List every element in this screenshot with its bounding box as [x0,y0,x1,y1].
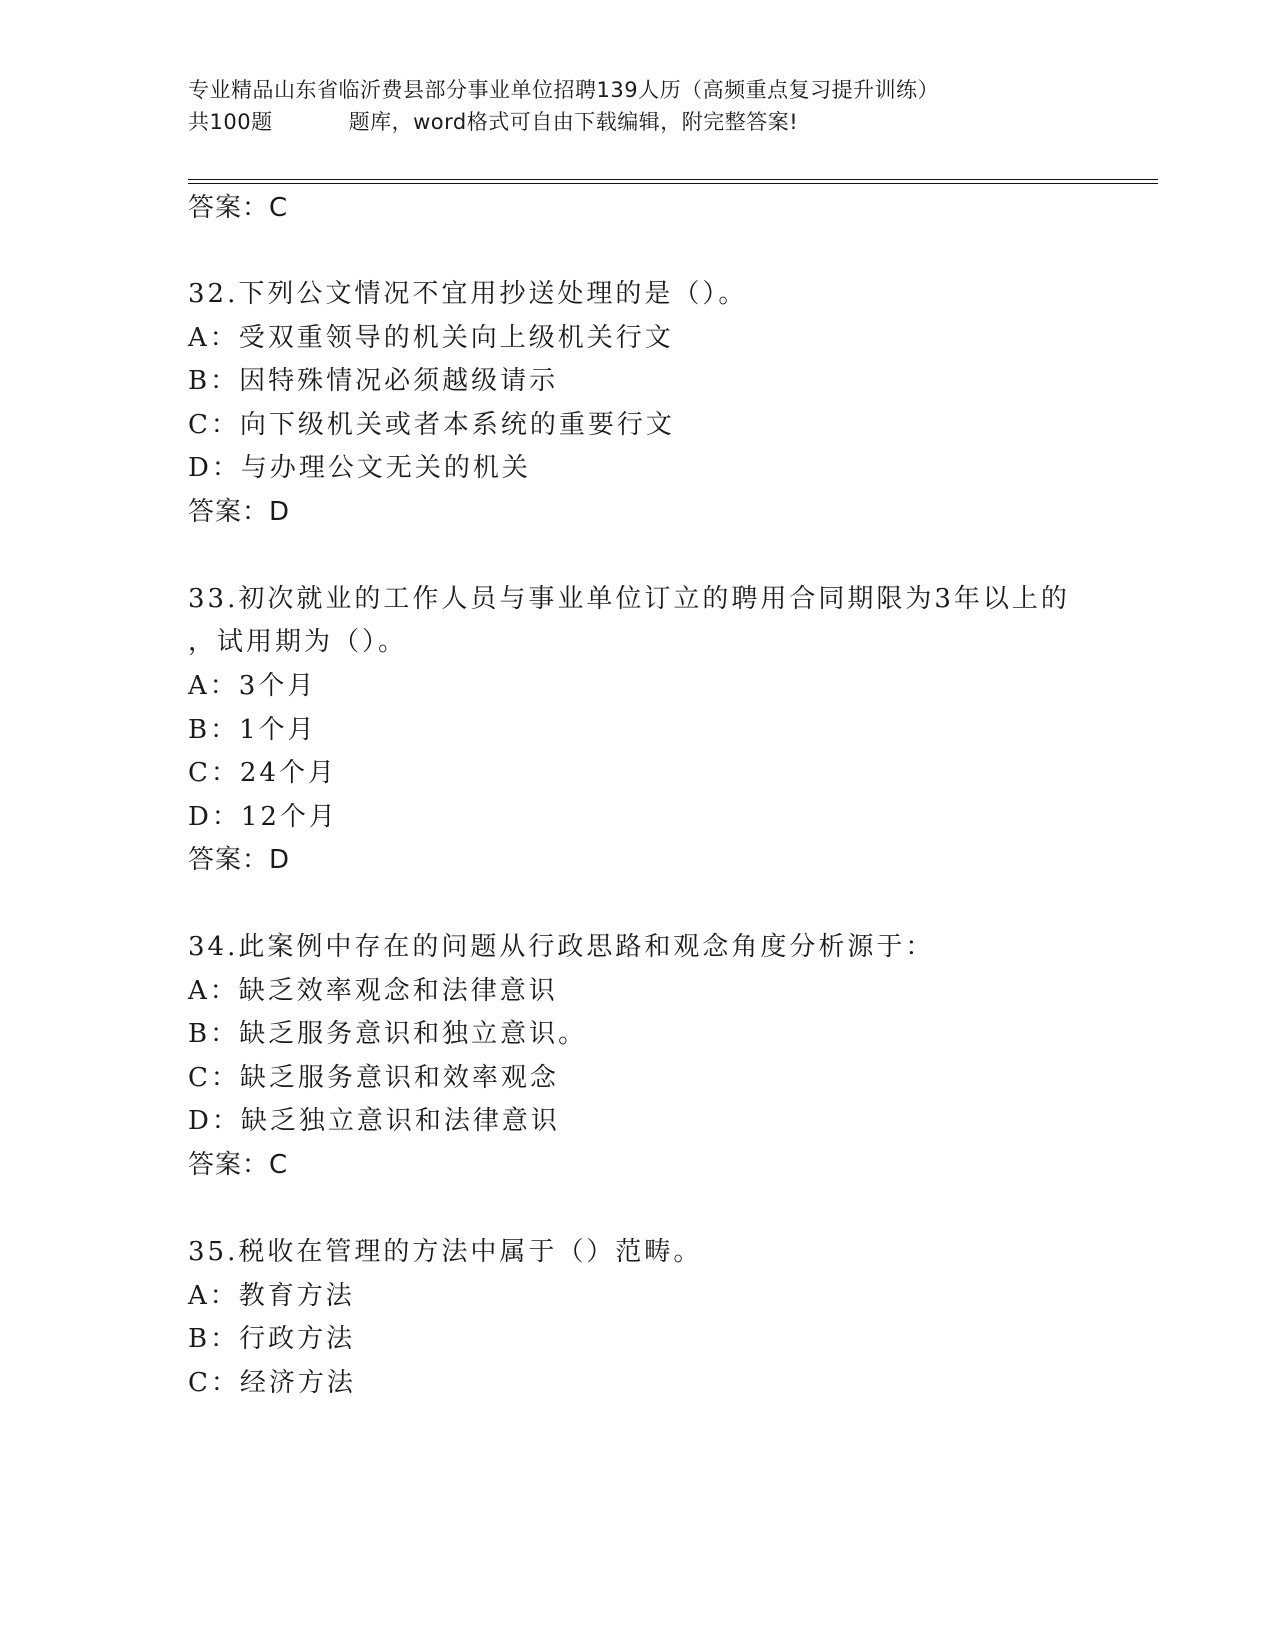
header-title-line: 专业精品山东省临沂费县部分事业单位招聘139人历（高频重点复习提升训练） [188,78,940,102]
page-header [188,74,1158,138]
question-stem-continuation: ，试用期为（）。 [188,627,408,657]
option-a: A：缺乏效率观念和法律意识 [188,976,558,1006]
header-divider [188,179,1158,184]
question-stem: 35.税收在管理的方法中属于（）范畴。 [188,1237,703,1267]
answer: 答案：D [188,497,291,527]
option-b: B：行政方法 [188,1324,356,1354]
question-stem: 33.初次就业的工作人员与事业单位订立的聘用合同期限为3年以上的 [188,584,1070,614]
option-b: B：缺乏服务意识和独立意识。 [188,1019,588,1049]
answer: 答案：C [188,1150,289,1180]
question-stem: 34.此案例中存在的问题从行政思路和观念角度分析源于： [188,932,935,962]
option-b: B：因特殊情况必须越级请示 [188,366,559,396]
option-c: C：24个月 [188,758,337,788]
option-c: C：缺乏服务意识和效率观念 [188,1063,559,1093]
header-subtitle-line [188,106,1158,138]
option-d: D：12个月 [188,802,338,832]
header-question-count: 共100题 [188,110,273,134]
option-d: D：与办理公文无关的机关 [188,453,531,483]
option-d: D：缺乏独立意识和法律意识 [188,1106,560,1136]
option-c: C：经济方法 [188,1368,356,1398]
answer: 答案：D [188,845,291,875]
option-c: C：向下级机关或者本系统的重要行文 [188,410,675,440]
question-stem: 32.下列公文情况不宜用抄送处理的是（）。 [188,279,748,309]
option-a: A：3个月 [188,671,317,701]
option-a: A：教育方法 [188,1281,355,1311]
option-a: A：受双重领导的机关向上级机关行文 [188,323,674,353]
header-description: 题库，word格式可自由下载编辑，附完整答案! [348,110,799,134]
option-b: B：1个月 [188,715,317,745]
previous-answer: 答案：C [188,193,289,223]
